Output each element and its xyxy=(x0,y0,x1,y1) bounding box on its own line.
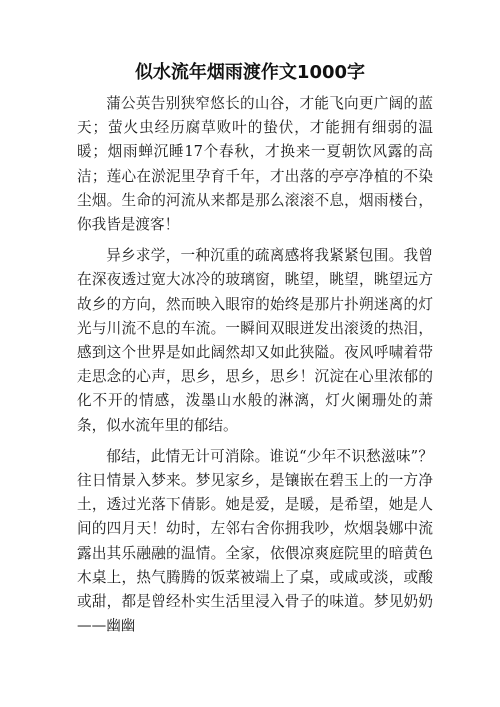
paragraph-2: 异乡求学，一种沉重的疏离感将我紧紧包围。我曾在深夜透过宽大冰冷的玻璃窗，眺望，眺望，眺望远方故乡的方向，然而映入眼帘的始终是那片扑朔迷离的灯光与川流不息的车流。一瞬间双眼迸发出滚烫的热泪，感到这个世界是如此阔然却又如此狭隘。夜风呼啸着带走思念的心声，思乡，思乡，思乡！沉淀在心里浓郁的化不开的情感，泼墨山水般的淋漓，灯火阑珊处的萧条，似水流年里的郁结。 xyxy=(77,247,433,434)
document-body xyxy=(77,92,433,645)
paragraph-3: 郁结，此情无计可消除。谁说“少年不识愁滋味”？往日情景入梦来。梦见家乡，是镶嵌在碧玉上的一方净土，透过光落下倩影。她是爱，是暖，是希望，她是人间的四月天！幼时，左邻右舍你拥我吵，炊烟袅娜中流露出其乐融融的温情。全家，依偎凉爽庭院里的暗黄色木桌上，热气腾腾的饭菜被端上了桌，或咸或淡，或酸或甜，都是曾经朴实生活里浸入骨子的味道。梦见奶奶——幽幽 xyxy=(77,447,433,635)
document-title: 似水流年烟雨渡作文1000字 xyxy=(134,62,366,83)
paragraph-1: 蒲公英告别狭窄悠长的山谷，才能飞向更广阔的蓝天；萤火虫经历腐草败叶的蛰伏，才能拥有细弱的温暖；烟雨蝉沉睡17个春秋，才换来一夏朝饮风露的高洁；莲心在淤泥里孕育千年，才出落的亭亭净植的不染尘烟。生命的河流从来都是那么滚滚不息，烟雨楼台，你我皆是渡客！ xyxy=(77,95,433,234)
